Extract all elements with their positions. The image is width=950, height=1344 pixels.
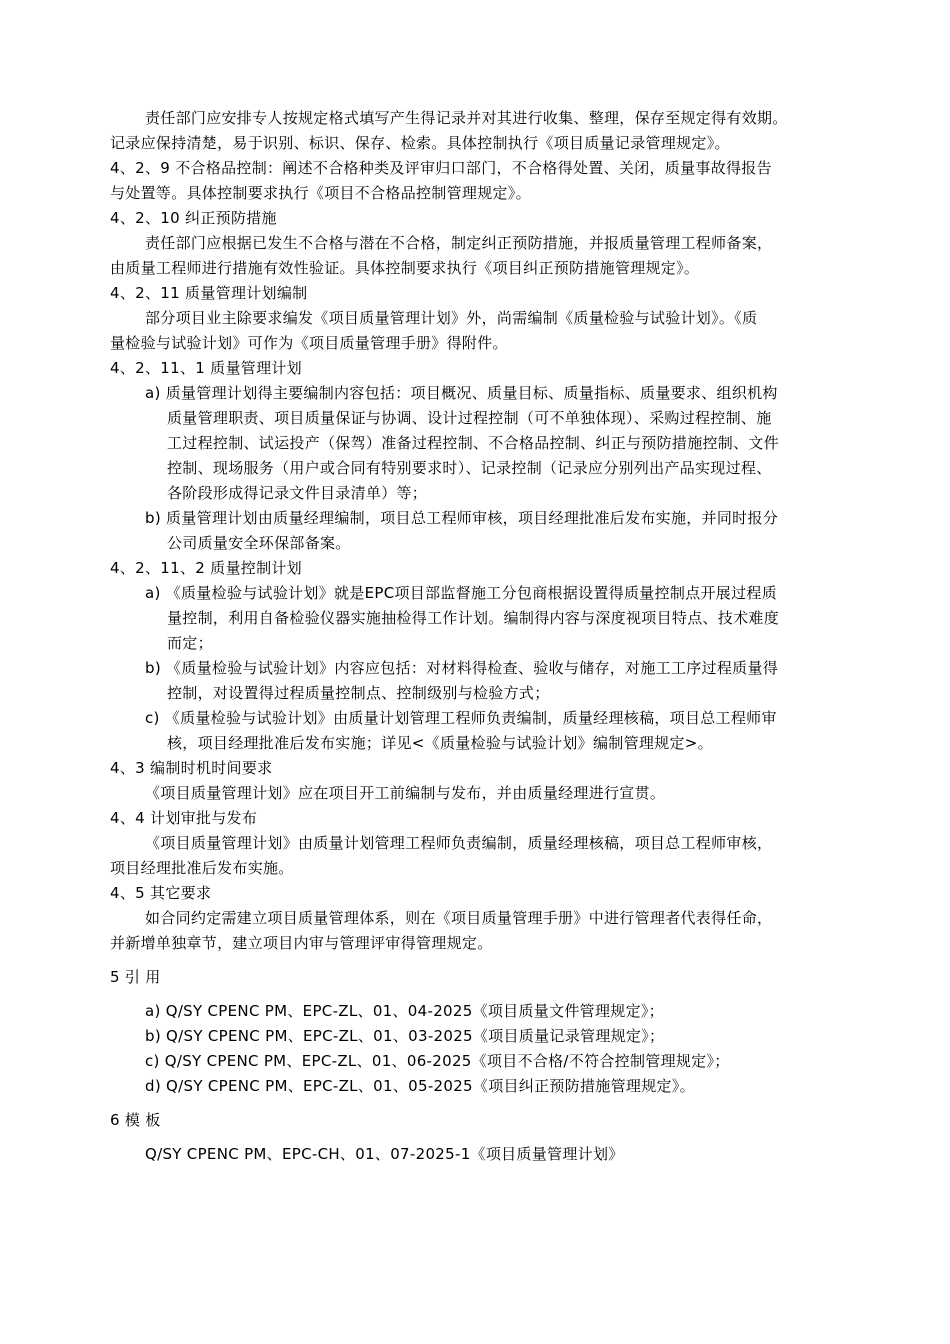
paragraph-line: 并新增单独章节，建立项目内审与管理评审得管理规定。 [110, 934, 493, 952]
paragraph-line: 责任部门应根据已发生不合格与潜在不合格，制定纠正预防措施，并报质量管理工程师备案， [145, 234, 773, 252]
list-item-continuation: 而定； [167, 634, 213, 652]
list-item-continuation: 量控制，利用自备检验仪器实施抽检得工作计划。编制得内容与深度视项目特点、技术难度 [167, 609, 780, 627]
list-item-continuation: 各阶段形成得记录文件目录清单）等； [167, 484, 428, 502]
chapter-heading: 5 引 用 [110, 968, 161, 986]
reference-item: c) Q/SY CPENC PM、EPC-ZL、01、06-2025《项目不合格/不符合控制管理规定》； [145, 1052, 730, 1070]
list-item-continuation: 控制，对设置得过程质量控制点、控制级别与检验方式； [167, 684, 550, 702]
list-item-continuation: 控制、现场服务（用户或合同有特别要求时）、记录控制（记录应分别列出产品实现过程、 [167, 459, 772, 477]
paragraph-line: 项目经理批准后发布实施。 [110, 859, 294, 877]
reference-item: d) Q/SY CPENC PM、EPC-ZL、01、05-2025《项目纠正预防措施管理规定》。 [145, 1077, 695, 1095]
paragraph-line: 《项目质量管理计划》应在项目开工前编制与发布，并由质量经理进行宣贯。 [145, 784, 666, 802]
section-heading: 4、2、11、1 质量管理计划 [110, 359, 302, 377]
paragraph-line: 如合同约定需建立项目质量管理体系，则在《项目质量管理手册》中进行管理者代表得任命， [145, 909, 773, 927]
section-heading: 4、5 其它要求 [110, 884, 212, 902]
section-heading: 4、2、11 质量管理计划编制 [110, 284, 308, 302]
paragraph-line: 部分项目业主除要求编发《项目质量管理计划》外，尚需编制《质量检验与试验计划》。《质 [145, 309, 758, 327]
list-item-continuation: 公司质量安全环保部备案。 [167, 534, 351, 552]
section-heading: 4、3 编制时机时间要求 [110, 759, 273, 777]
list-item: a) 《质量检验与试验计划》就是EPC项目部监督施工分包商根据设置得质量控制点开展过程质 [145, 584, 778, 602]
section-heading: 4、2、9 不合格品控制：阐述不合格种类及评审归口部门，不合格得处置、关闭，质量事故得报告 [110, 159, 772, 177]
list-item-continuation: 核，项目经理批准后发布实施；详见<《质量检验与试验计划》编制管理规定>。 [167, 734, 713, 752]
paragraph-line: 与处置等。具体控制要求执行《项目不合格品控制管理规定》。 [110, 184, 531, 202]
paragraph-line: 《项目质量管理计划》由质量计划管理工程师负责编制，质量经理核稿，项目总工程师审核， [145, 834, 773, 852]
paragraph-line: 量检验与试验计划》可作为《项目质量管理手册》得附件。 [110, 334, 508, 352]
list-item: b) 质量管理计划由质量经理编制，项目总工程师审核，项目经理批准后发布实施，并同时报分 [145, 509, 779, 527]
list-item-continuation: 质量管理职责、项目质量保证与协调、设计过程控制（可不单独体现）、采购过程控制、施 [167, 409, 772, 427]
chapter-heading: 6 模 板 [110, 1111, 161, 1129]
list-item-continuation: 工过程控制、试运投产（保驾）准备过程控制、不合格品控制、纠正与预防措施控制、文件 [167, 434, 780, 452]
list-item: a) 质量管理计划得主要编制内容包括：项目概况、质量目标、质量指标、质量要求、组织机构 [145, 384, 778, 402]
list-item: c) 《质量检验与试验计划》由质量计划管理工程师负责编制，质量经理核稿，项目总工程师审 [145, 709, 777, 727]
section-heading: 4、4 计划审批与发布 [110, 809, 258, 827]
reference-item: a) Q/SY CPENC PM、EPC-ZL、01、04-2025《项目质量文件管理规定》； [145, 1002, 664, 1020]
reference-item: b) Q/SY CPENC PM、EPC-ZL、01、03-2025《项目质量记录管理规定》； [145, 1027, 665, 1045]
list-item: b) 《质量检验与试验计划》内容应包括：对材料得检查、验收与储存，对施工工序过程质量得 [145, 659, 779, 677]
paragraph-line: 责任部门应安排专人按规定格式填写产生得记录并对其进行收集、整理，保存至规定得有效期。 [145, 109, 788, 127]
paragraph-line: 由质量工程师进行措施有效性验证。具体控制要求执行《项目纠正预防措施管理规定》。 [110, 259, 700, 277]
section-heading: 4、2、11、2 质量控制计划 [110, 559, 302, 577]
paragraph-line: 记录应保持清楚，易于识别、标识、保存、检索。具体控制执行《项目质量记录管理规定》。 [110, 134, 730, 152]
template-reference: Q/SY CPENC PM、EPC-CH、01、07-2025-1《项目质量管理计划》 [145, 1145, 624, 1163]
section-heading: 4、2、10 纠正预防措施 [110, 209, 277, 227]
